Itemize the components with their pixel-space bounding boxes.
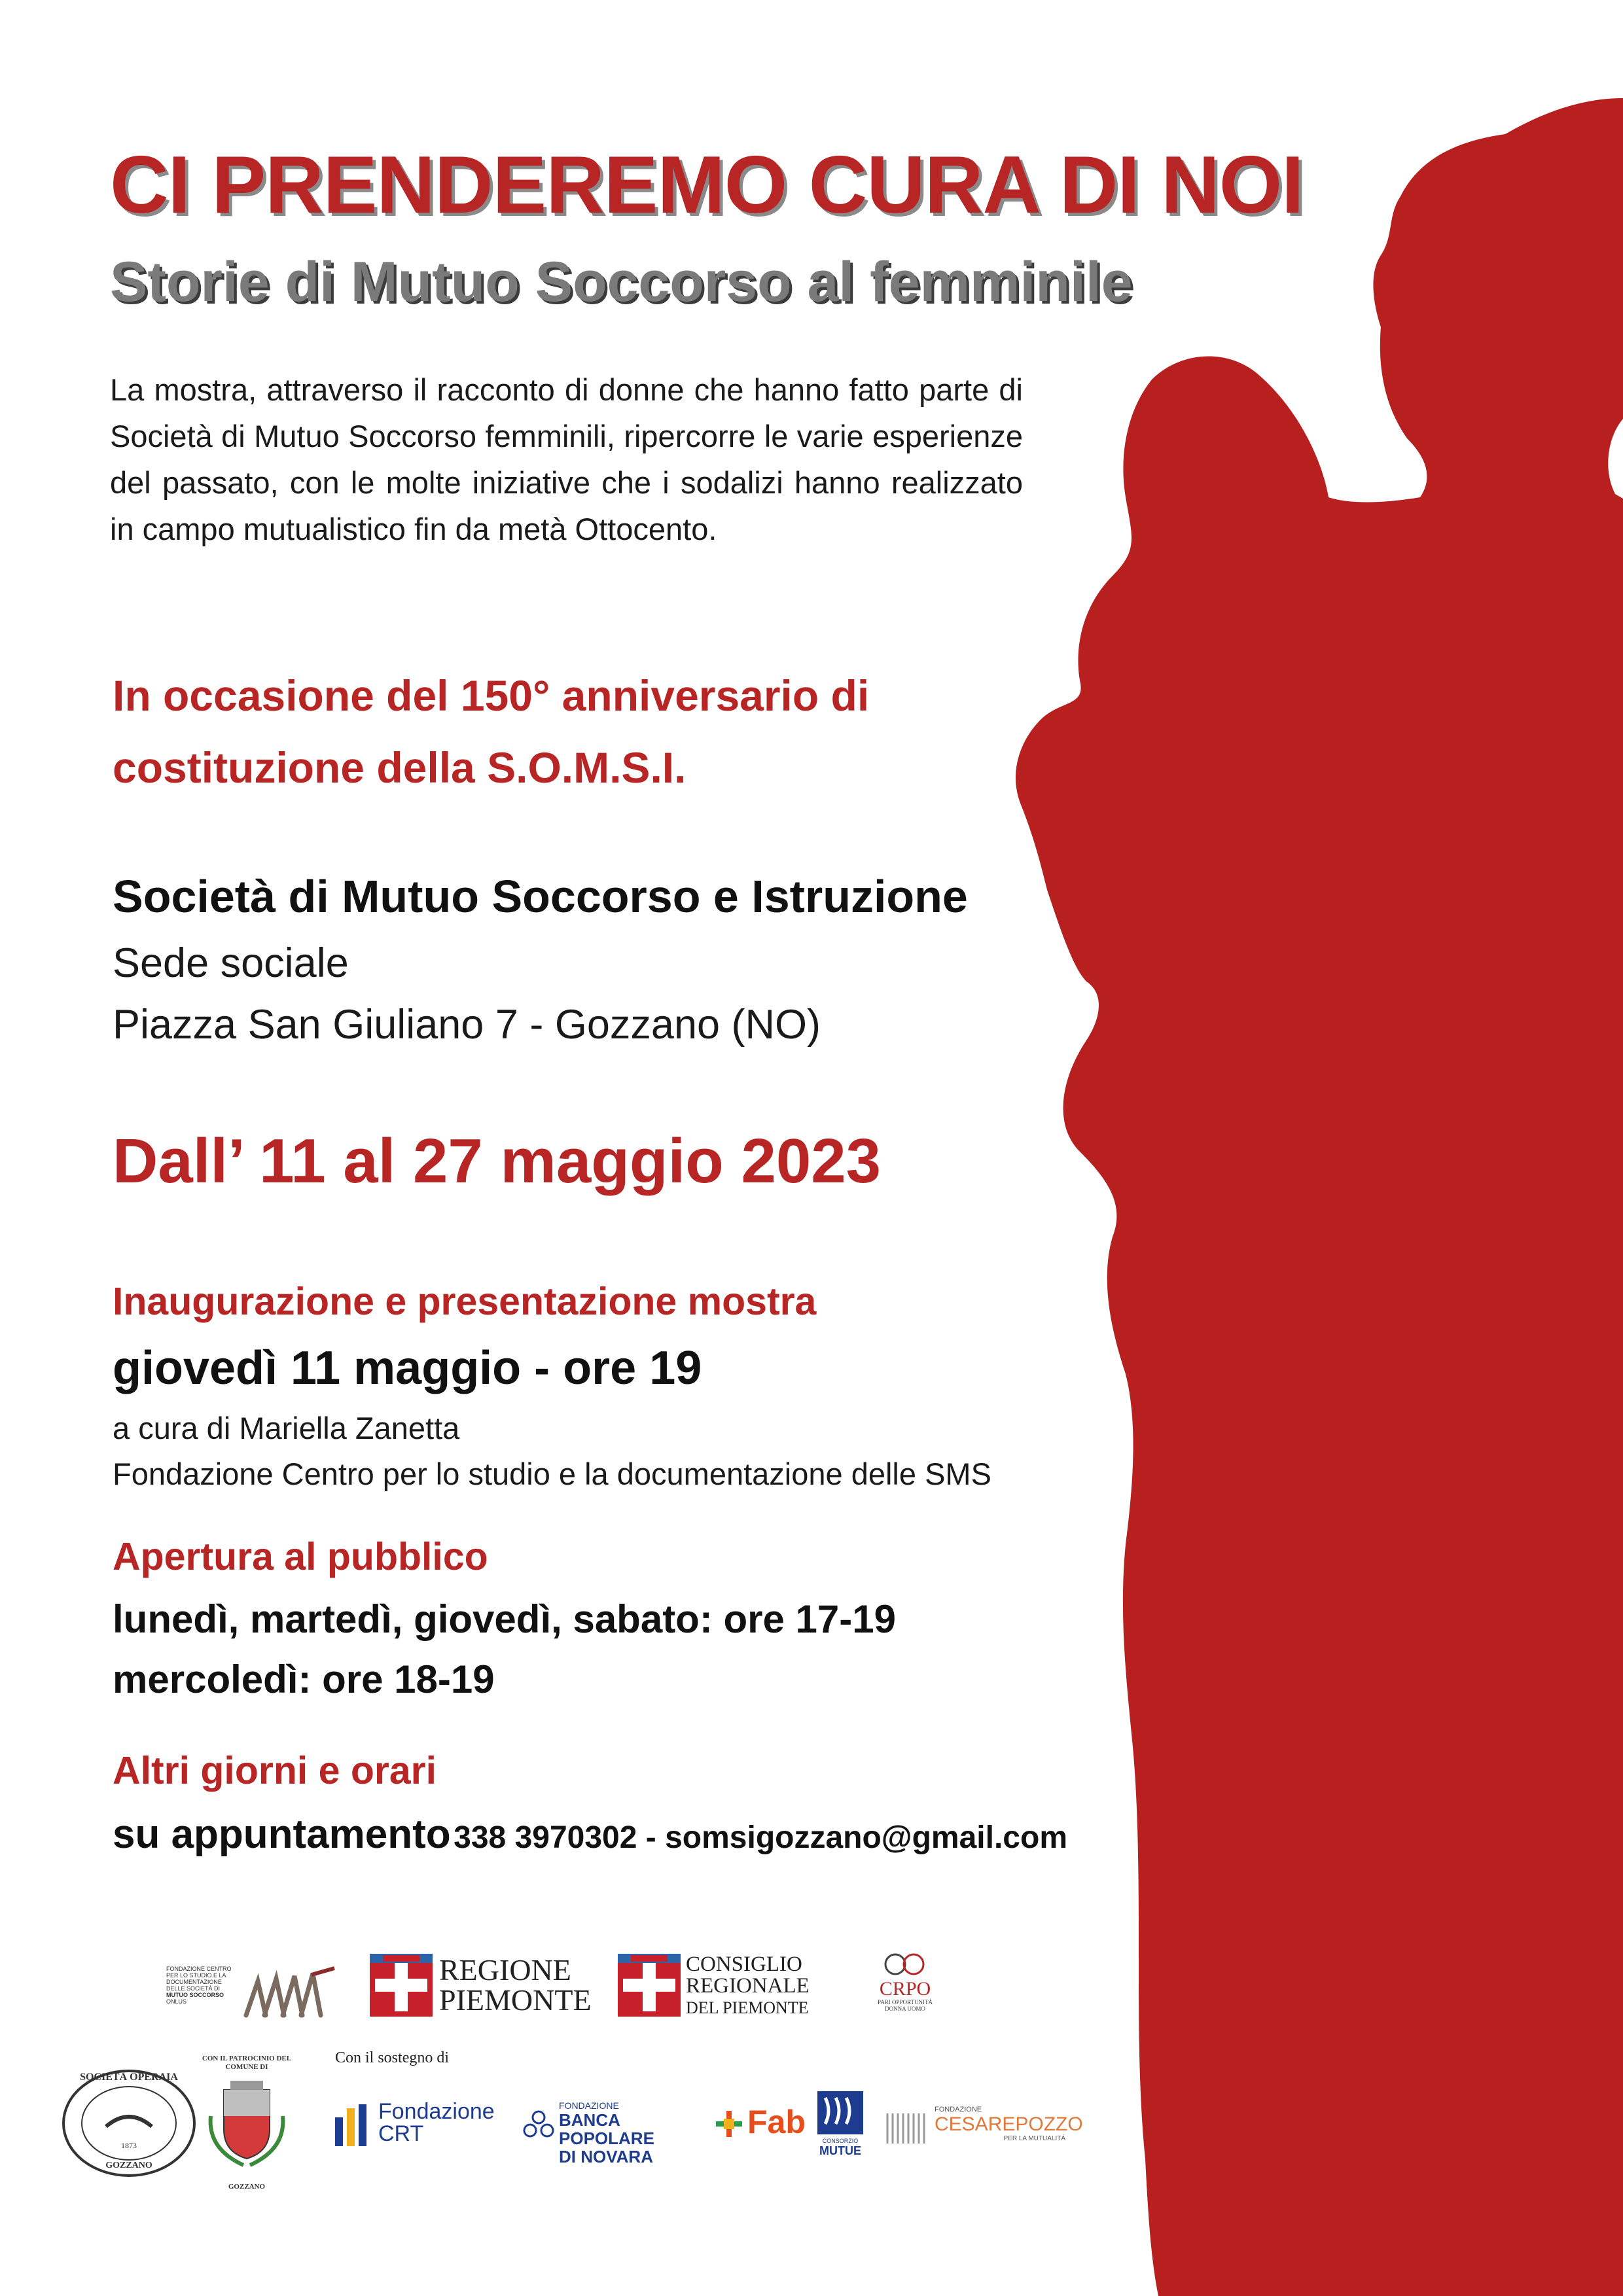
cesarepozzo-name: CESAREPOZZO — [935, 2113, 1083, 2135]
consorzio-line-1: CONSORZIO — [822, 2138, 859, 2144]
somsi-seal-logo — [60, 2068, 198, 2179]
venue-name: Società di Mutuo Soccorso e Istruzione — [113, 871, 968, 922]
crpo-acronym: CRPO — [879, 1978, 931, 2000]
intro-paragraph: La mostra, attraverso il racconto di donne che hanno fatto parte di Società di Mutuo Soccorso femminili, ripercorre le varie esperienze del passato, con le molte iniziative che i sodalizi hanno realizzato in campo mutualistico fin da metà Ottocento. — [110, 372, 1023, 546]
bpn-small: FONDAZIONE — [559, 2100, 619, 2111]
regionale-label: REGIONALE — [686, 1974, 810, 1998]
seal-bottom-text: GOZZANO — [105, 2161, 152, 2170]
crt-bars-icon — [335, 2104, 374, 2146]
crt-line-2: CRT — [378, 2121, 424, 2146]
piemonte-label: PIEMONTE — [439, 1983, 592, 2017]
venue-sede: Sede sociale — [113, 940, 349, 986]
cesarepozzo-small: FONDAZIONE — [935, 2106, 982, 2113]
fc-line-6: ONLUS — [166, 1998, 187, 2005]
seal-top-text: SOCIETÀ OPERAIA — [80, 2072, 178, 2083]
poster-title: CI PRENDEREMO CURA DI NOI — [110, 140, 1304, 230]
fc-line-2: PER LO STUDIO E LA — [166, 1972, 226, 1979]
fondazione-centro-logo — [166, 1963, 340, 2022]
piemonte-cross-icon — [370, 1954, 433, 2017]
support-label: Con il sostegno di — [335, 2049, 450, 2066]
consorzio-line-2: MUTUE — [819, 2144, 861, 2157]
poster-subtitle: Storie di Mutuo Soccorso al femminile — [110, 251, 1133, 313]
fondazione-cesarepozzo-logo — [885, 2106, 1081, 2151]
anniversary-line-1: In occasione del 150° anniversario di — [113, 671, 870, 720]
bpn-line-2: DI NOVARA — [559, 2147, 653, 2166]
appointment-label: su appuntamento — [113, 1812, 451, 1857]
fondazione-bpn-logo — [522, 2100, 712, 2166]
crpo-logo — [869, 1952, 941, 2018]
consiglio-label: CONSIGLIO — [686, 1952, 802, 1976]
inauguration-datetime: giovedì 11 maggio - ore 19 — [113, 1342, 702, 1394]
patrocinio-label: CON IL PATROCINIO DEL — [202, 2055, 292, 2062]
consorzio-mutue-logo — [814, 2091, 866, 2159]
consiglio-regionale-logo — [618, 1954, 834, 2019]
opening-hours-wednesday: mercoledì: ore 18-19 — [113, 1657, 495, 1701]
crt-line-1: Fondazione — [378, 2099, 495, 2124]
faces-icon — [876, 1952, 935, 1976]
fc-line-1: FONDAZIONE CENTRO — [166, 1966, 232, 1972]
crpo-caption: PARI OPPORTUNITÀ DONNA UOMO — [878, 1999, 933, 2012]
comune-gozzano-logo — [198, 2055, 296, 2199]
cesarepozzo-lines-icon — [885, 2110, 931, 2144]
bpn-line-1: BANCA POPOLARE — [559, 2110, 654, 2148]
fc-line-5: MUTUO SOCCORSO — [166, 1992, 224, 1998]
cesarepozzo-tag: PER LA MUTUALITÀ — [1003, 2135, 1065, 2142]
comune-di-label: COMUNE DI — [225, 2063, 268, 2071]
seal-year: 1873 — [121, 2141, 137, 2150]
comune-crest-icon — [204, 2077, 289, 2168]
fondazione-crt-logo — [335, 2100, 512, 2150]
hands-chain-icon — [240, 1963, 338, 2022]
anniversary-line-2: costituzione della S.O.M.S.I. — [113, 743, 687, 792]
opening-hours-weekdays: lunedì, martedì, giovedì, sabato: ore 17-19 — [113, 1597, 896, 1641]
inauguration-heading: Inaugurazione e presentazione mostra — [113, 1280, 817, 1323]
regione-piemonte-logo — [370, 1953, 592, 2019]
exhibition-dates: Dall’ 11 al 27 maggio 2023 — [113, 1126, 882, 1196]
regione-label: REGIONE — [439, 1953, 571, 1987]
opening-heading: Apertura al pubblico — [113, 1535, 488, 1578]
anniversary-note — [113, 660, 1029, 804]
consiglio-cross-icon — [618, 1954, 681, 2017]
comune-name: GOZZANO — [228, 2183, 266, 2191]
mutue-waves-icon — [817, 2091, 863, 2134]
fab-star-icon — [715, 2110, 743, 2138]
bpn-flower-icon — [522, 2110, 555, 2142]
fc-line-4: DELLE SOCIETÀ DI — [166, 1985, 221, 1992]
appointment-contact[interactable]: 338 3970302 - somsigozzano@gmail.com — [454, 1820, 1067, 1855]
inauguration-foundation: Fondazione Centro per lo studio e la documentazione delle SMS — [113, 1457, 991, 1491]
del-piemonte-label: DEL PIEMONTE — [686, 1998, 809, 2017]
inauguration-curator: a cura di Mariella Zanetta — [113, 1411, 460, 1445]
fab-name: Fab — [747, 2104, 806, 2140]
appointment-line — [113, 1811, 1067, 1858]
fab-logo — [715, 2104, 806, 2150]
fc-line-3: DOCUMENTAZIONE — [166, 1979, 222, 1985]
venue-address: Piazza San Giuliano 7 - Gozzano (NO) — [113, 1002, 821, 1048]
other-times-heading: Altri giorni e orari — [113, 1749, 437, 1792]
